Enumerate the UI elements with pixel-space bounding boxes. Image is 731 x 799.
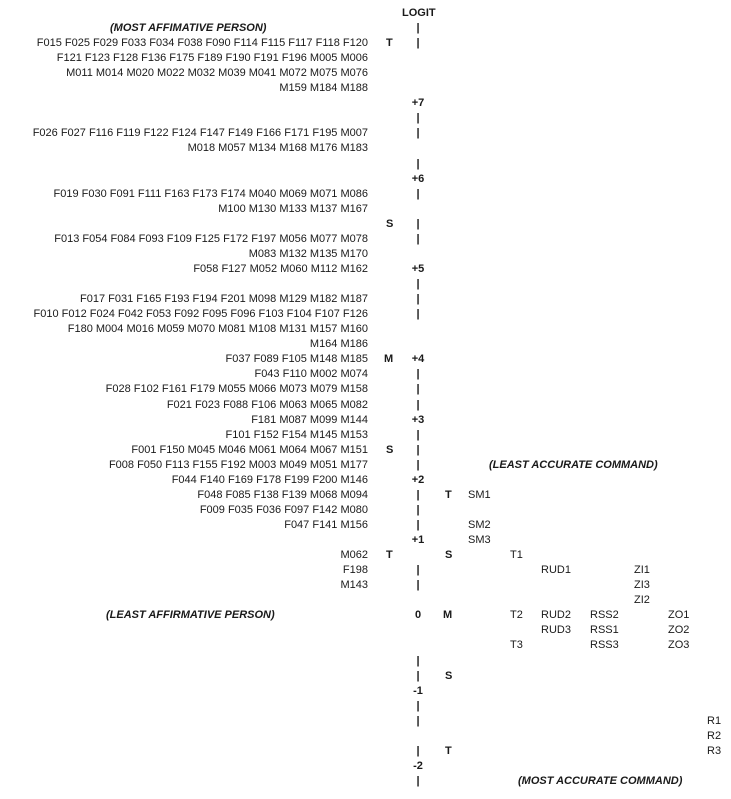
axis-line-segment: |	[416, 293, 420, 305]
person-row: M100 M130 M133 M137 M167	[218, 203, 368, 215]
item-zo3: ZO3	[668, 639, 690, 651]
axis-line-segment: |	[416, 459, 420, 471]
item-r3: R3	[707, 745, 722, 757]
person-row: F026 F027 F116 F119 F122 F124 F147 F149 F166 F171 F195 M007	[32, 127, 368, 139]
axis-line-segment: |	[416, 489, 420, 501]
axis-line-segment: |	[416, 579, 420, 591]
axis-line-segment: |	[416, 368, 420, 380]
axis-tick-zero: 0	[414, 609, 422, 621]
axis-line-segment: |	[416, 278, 420, 290]
item-rud2: RUD2	[541, 609, 571, 621]
axis-tick-plus-2: +2	[411, 474, 425, 486]
item-zo2: ZO2	[668, 624, 690, 636]
person-row: F008 F050 F113 F155 F192 M003 M049 M051 M177	[108, 459, 368, 471]
person-row: F010 F012 F024 F042 F053 F092 F095 F096 F103 F104 F107 F126	[33, 308, 368, 320]
person-row: M018 M057 M134 M168 M176 M183	[187, 142, 368, 154]
axis-line-segment: |	[416, 127, 420, 139]
label-most-affirmative-person: (MOST AFFIMATIVE PERSON)	[110, 22, 267, 34]
person-row: F043 F110 M002 M074	[254, 368, 368, 380]
axis-line-segment: |	[416, 519, 420, 531]
axis-line-segment: |	[416, 715, 420, 727]
person-row: M083 M132 M135 M170	[248, 248, 368, 260]
person-marker-lower-s: S	[386, 444, 394, 456]
axis-tick-plus-5: +5	[411, 263, 425, 275]
person-row: F180 M004 M016 M059 M070 M081 M108 M131 M157 M160	[67, 323, 368, 335]
axis-line-segment: |	[416, 670, 420, 682]
axis-line-segment: |	[416, 504, 420, 516]
axis-line-segment: |	[416, 383, 420, 395]
axis-line-segment: |	[416, 564, 420, 576]
axis-tick-minus-2: -2	[413, 760, 423, 772]
person-row: F048 F085 F138 F139 M068 M094	[197, 489, 368, 501]
axis-tick-plus-3: +3	[411, 414, 425, 426]
item-rss3: RSS3	[590, 639, 619, 651]
person-row: M011 M014 M020 M022 M032 M039 M041 M072 M075 M076	[66, 67, 368, 79]
item-zi1: ZI1	[634, 564, 650, 576]
person-row: F047 F141 M156	[284, 519, 368, 531]
person-row: F101 F152 F154 M145 M153	[225, 429, 368, 441]
person-marker-lower-t: T	[386, 549, 393, 561]
person-row: M143	[340, 579, 368, 591]
item-marker-lower-s: S	[445, 670, 453, 682]
axis-line-segment: |	[416, 745, 420, 757]
axis-line-segment: |	[416, 158, 420, 170]
person-marker-upper-t: T	[386, 37, 393, 49]
item-t3: T3	[510, 639, 523, 651]
item-rss1: RSS1	[590, 624, 619, 636]
person-row: F028 F102 F161 F179 M055 M066 M073 M079 M158	[105, 383, 368, 395]
person-row: M164 M186	[309, 338, 368, 350]
item-zi3: ZI3	[634, 579, 650, 591]
person-row: M159 M184 M188	[279, 82, 368, 94]
axis-line-segment: |	[416, 655, 420, 667]
axis-line-segment: |	[416, 22, 420, 34]
person-row: M062	[340, 549, 368, 561]
axis-line-segment: |	[416, 429, 420, 441]
person-row: F044 F140 F169 F178 F199 F200 M146	[171, 474, 368, 486]
item-rss2: RSS2	[590, 609, 619, 621]
item-sm1: SM1	[468, 489, 491, 501]
label-most-accurate-command: (MOST ACCURATE COMMAND)	[518, 775, 683, 787]
person-row: F121 F123 F128 F136 F175 F189 F190 F191 F196 M005 M006	[56, 52, 368, 64]
axis-line-segment: |	[416, 218, 420, 230]
item-marker-mean: M	[443, 609, 453, 621]
item-marker-upper-t: T	[445, 489, 452, 501]
item-zi2: ZI2	[634, 594, 650, 606]
axis-line-segment: |	[416, 308, 420, 320]
item-sm3: SM3	[468, 534, 491, 546]
axis-line-segment: |	[416, 399, 420, 411]
item-t1: T1	[510, 549, 523, 561]
item-marker-lower-t: T	[445, 745, 452, 757]
axis-tick-plus-4: +4	[411, 353, 425, 365]
item-marker-upper-s: S	[445, 549, 453, 561]
item-sm2: SM2	[468, 519, 491, 531]
item-r1: R1	[707, 715, 722, 727]
person-row: F021 F023 F088 F106 M063 M065 M082	[166, 399, 368, 411]
item-t2: T2	[510, 609, 523, 621]
person-row: F013 F054 F084 F093 F109 F125 F172 F197 M056 M077 M078	[54, 233, 368, 245]
axis-line-segment: |	[416, 444, 420, 456]
axis-tick-plus-6: +6	[411, 173, 425, 185]
axis-tick-plus-7: +7	[411, 97, 425, 109]
person-row: F017 F031 F165 F193 F194 F201 M098 M129 M182 M187	[79, 293, 368, 305]
axis-line-segment: |	[416, 188, 420, 200]
person-marker-mean: M	[384, 353, 394, 365]
person-row: F198	[342, 564, 368, 576]
axis-line-segment: |	[416, 37, 420, 49]
axis-line-segment: |	[416, 775, 420, 787]
label-least-accurate-command: (LEAST ACCURATE COMMAND)	[489, 459, 658, 471]
item-rud1: RUD1	[541, 564, 571, 576]
axis-line-segment: |	[416, 700, 420, 712]
item-r2: R2	[707, 730, 722, 742]
person-row: F001 F150 M045 M046 M061 M064 M067 M151	[131, 444, 368, 456]
axis-title: LOGIT	[402, 7, 436, 19]
person-row: F009 F035 F036 F097 F142 M080	[199, 504, 368, 516]
item-zo1: ZO1	[668, 609, 690, 621]
person-row: F181 M087 M099 M144	[251, 414, 368, 426]
axis-line-segment: |	[416, 233, 420, 245]
axis-line-segment: |	[416, 112, 420, 124]
item-rud3: RUD3	[541, 624, 571, 636]
axis-tick-plus-1: +1	[411, 534, 425, 546]
person-row: F019 F030 F091 F111 F163 F173 F174 M040 M069 M071 M086	[53, 188, 368, 200]
person-row: F015 F025 F029 F033 F034 F038 F090 F114 F115 F117 F118 F120	[36, 37, 368, 49]
axis-tick-minus-1: -1	[413, 685, 423, 697]
label-least-affirmative-person: (LEAST AFFIRMATIVE PERSON)	[106, 609, 275, 621]
person-row: F037 F089 F105 M148 M185	[225, 353, 368, 365]
person-row: F058 F127 M052 M060 M112 M162	[193, 263, 368, 275]
person-marker-upper-s: S	[386, 218, 394, 230]
